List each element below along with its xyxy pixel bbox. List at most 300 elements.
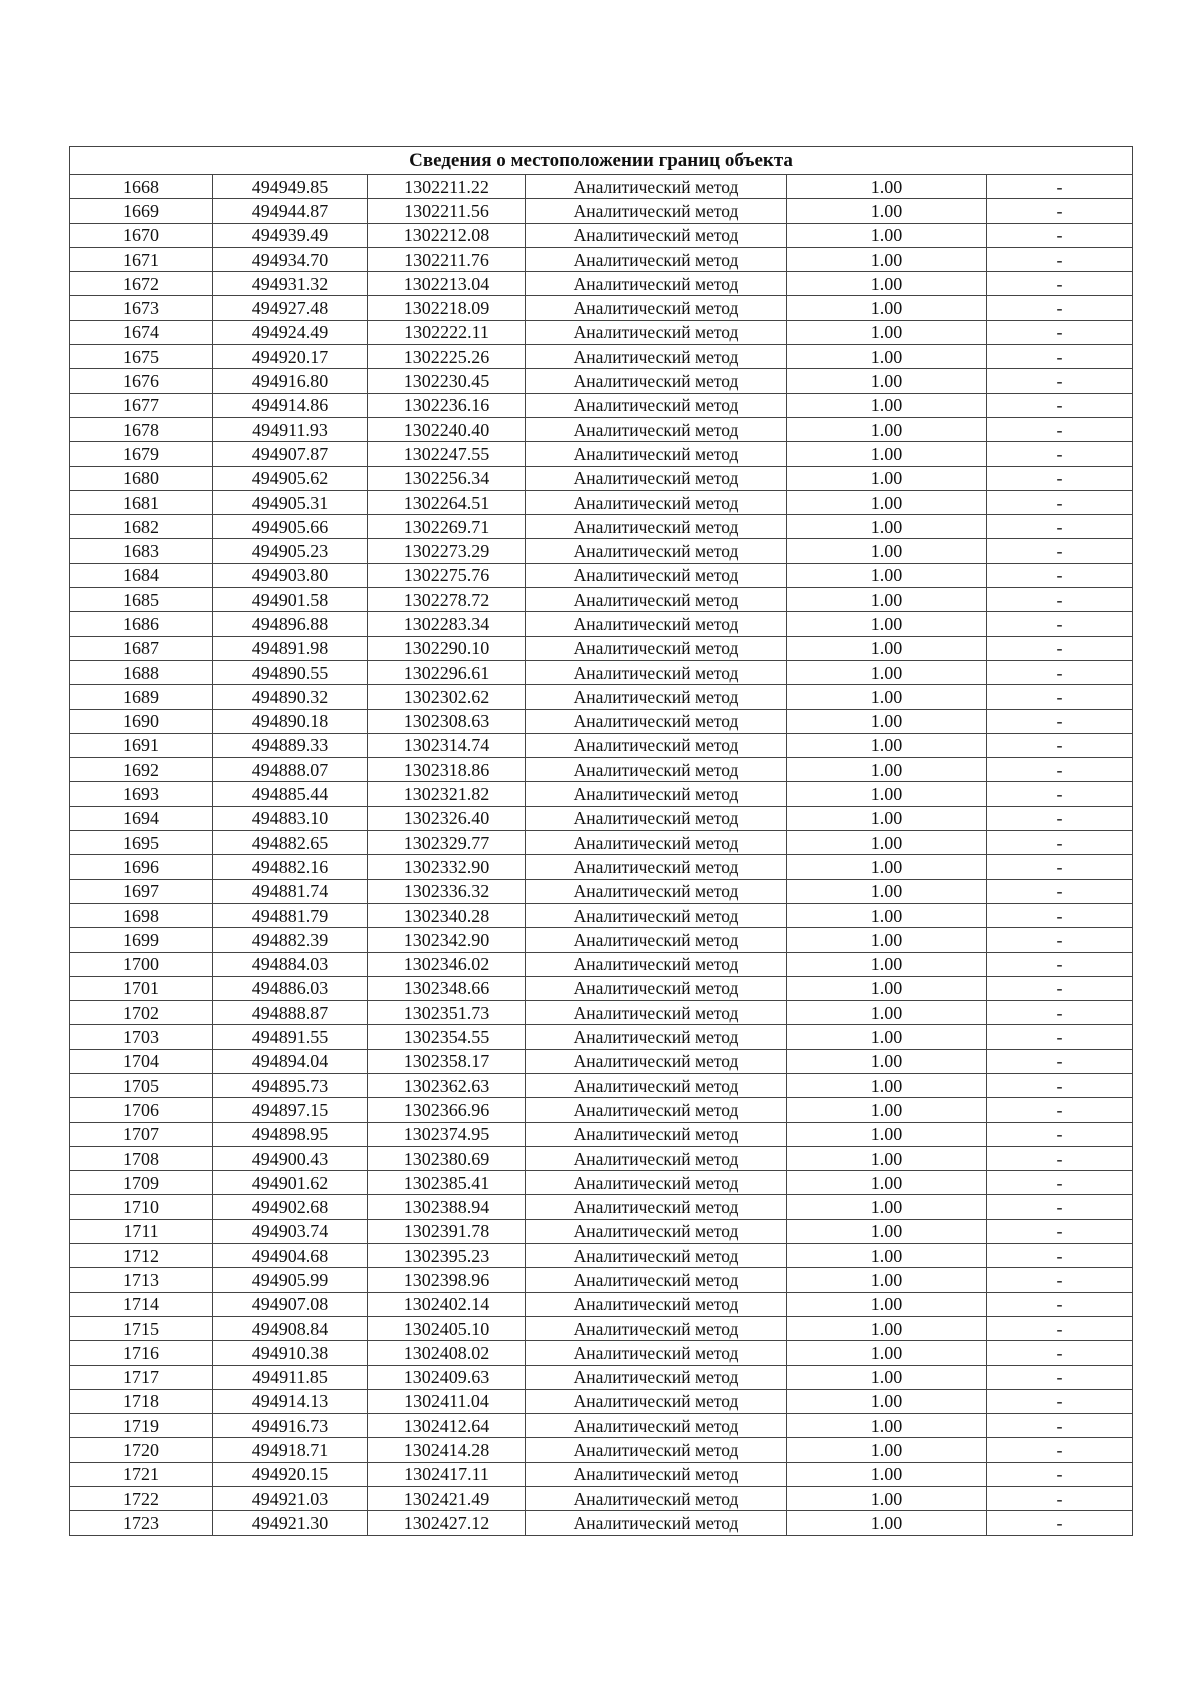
table-row bbox=[70, 1292, 1133, 1316]
point-number-cell: 1677 bbox=[70, 393, 213, 417]
accuracy-cell: 1.00 bbox=[787, 1462, 987, 1486]
y-coordinate-cell: 1302314.74 bbox=[368, 733, 526, 757]
x-coordinate-cell: 494884.03 bbox=[213, 952, 368, 976]
accuracy-cell: 1.00 bbox=[787, 1365, 987, 1389]
description-cell: - bbox=[987, 636, 1133, 660]
y-coordinate-cell: 1302326.40 bbox=[368, 806, 526, 830]
accuracy-cell: 1.00 bbox=[787, 515, 987, 539]
y-coordinate-cell: 1302414.28 bbox=[368, 1438, 526, 1462]
point-number-cell: 1703 bbox=[70, 1025, 213, 1049]
point-number-cell: 1707 bbox=[70, 1122, 213, 1146]
table-row bbox=[70, 515, 1133, 539]
method-cell: Аналитический метод bbox=[526, 1462, 787, 1486]
y-coordinate-cell: 1302427.12 bbox=[368, 1511, 526, 1535]
table-row bbox=[70, 1487, 1133, 1511]
method-cell: Аналитический метод bbox=[526, 685, 787, 709]
method-cell: Аналитический метод bbox=[526, 1244, 787, 1268]
table-row bbox=[70, 320, 1133, 344]
table-row bbox=[70, 855, 1133, 879]
accuracy-cell: 1.00 bbox=[787, 1292, 987, 1316]
y-coordinate-cell: 1302264.51 bbox=[368, 490, 526, 514]
table-row bbox=[70, 296, 1133, 320]
x-coordinate-cell: 494905.66 bbox=[213, 515, 368, 539]
method-cell: Аналитический метод bbox=[526, 758, 787, 782]
table-row bbox=[70, 903, 1133, 927]
point-number-cell: 1680 bbox=[70, 466, 213, 490]
point-number-cell: 1679 bbox=[70, 442, 213, 466]
table-row bbox=[70, 1122, 1133, 1146]
description-cell: - bbox=[987, 733, 1133, 757]
x-coordinate-cell: 494916.73 bbox=[213, 1414, 368, 1438]
point-number-cell: 1691 bbox=[70, 733, 213, 757]
y-coordinate-cell: 1302346.02 bbox=[368, 952, 526, 976]
x-coordinate-cell: 494882.16 bbox=[213, 855, 368, 879]
x-coordinate-cell: 494944.87 bbox=[213, 199, 368, 223]
method-cell: Аналитический метод bbox=[526, 296, 787, 320]
x-coordinate-cell: 494918.71 bbox=[213, 1438, 368, 1462]
method-cell: Аналитический метод bbox=[526, 733, 787, 757]
description-cell: - bbox=[987, 976, 1133, 1000]
x-coordinate-cell: 494886.03 bbox=[213, 976, 368, 1000]
description-cell: - bbox=[987, 758, 1133, 782]
y-coordinate-cell: 1302421.49 bbox=[368, 1487, 526, 1511]
description-cell: - bbox=[987, 1195, 1133, 1219]
description-cell: - bbox=[987, 296, 1133, 320]
accuracy-cell: 1.00 bbox=[787, 223, 987, 247]
point-number-cell: 1673 bbox=[70, 296, 213, 320]
method-cell: Аналитический метод bbox=[526, 1389, 787, 1413]
description-cell: - bbox=[987, 417, 1133, 441]
description-cell: - bbox=[987, 539, 1133, 563]
method-cell: Аналитический метод bbox=[526, 709, 787, 733]
point-number-cell: 1702 bbox=[70, 1001, 213, 1025]
table-row bbox=[70, 345, 1133, 369]
y-coordinate-cell: 1302318.86 bbox=[368, 758, 526, 782]
method-cell: Аналитический метод bbox=[526, 1073, 787, 1097]
accuracy-cell: 1.00 bbox=[787, 1268, 987, 1292]
table-row bbox=[70, 685, 1133, 709]
point-number-cell: 1698 bbox=[70, 903, 213, 927]
x-coordinate-cell: 494907.08 bbox=[213, 1292, 368, 1316]
table-title: Сведения о местоположении границ объекта bbox=[70, 147, 1133, 175]
method-cell: Аналитический метод bbox=[526, 952, 787, 976]
y-coordinate-cell: 1302290.10 bbox=[368, 636, 526, 660]
table-row bbox=[70, 1316, 1133, 1340]
y-coordinate-cell: 1302240.40 bbox=[368, 417, 526, 441]
method-cell: Аналитический метод bbox=[526, 636, 787, 660]
point-number-cell: 1674 bbox=[70, 320, 213, 344]
accuracy-cell: 1.00 bbox=[787, 806, 987, 830]
x-coordinate-cell: 494889.33 bbox=[213, 733, 368, 757]
method-cell: Аналитический метод bbox=[526, 345, 787, 369]
x-coordinate-cell: 494914.13 bbox=[213, 1389, 368, 1413]
accuracy-cell: 1.00 bbox=[787, 417, 987, 441]
point-number-cell: 1718 bbox=[70, 1389, 213, 1413]
y-coordinate-cell: 1302256.34 bbox=[368, 466, 526, 490]
x-coordinate-cell: 494939.49 bbox=[213, 223, 368, 247]
table-row bbox=[70, 393, 1133, 417]
description-cell: - bbox=[987, 515, 1133, 539]
table-row bbox=[70, 175, 1133, 199]
accuracy-cell: 1.00 bbox=[787, 1244, 987, 1268]
description-cell: - bbox=[987, 1049, 1133, 1073]
x-coordinate-cell: 494927.48 bbox=[213, 296, 368, 320]
description-cell: - bbox=[987, 1389, 1133, 1413]
method-cell: Аналитический метод bbox=[526, 1316, 787, 1340]
method-cell: Аналитический метод bbox=[526, 563, 787, 587]
table-row bbox=[70, 831, 1133, 855]
table-row bbox=[70, 1146, 1133, 1170]
method-cell: Аналитический метод bbox=[526, 442, 787, 466]
y-coordinate-cell: 1302247.55 bbox=[368, 442, 526, 466]
method-cell: Аналитический метод bbox=[526, 539, 787, 563]
point-number-cell: 1712 bbox=[70, 1244, 213, 1268]
accuracy-cell: 1.00 bbox=[787, 1511, 987, 1535]
accuracy-cell: 1.00 bbox=[787, 612, 987, 636]
x-coordinate-cell: 494903.80 bbox=[213, 563, 368, 587]
table-row bbox=[70, 466, 1133, 490]
point-number-cell: 1694 bbox=[70, 806, 213, 830]
table-row bbox=[70, 1073, 1133, 1097]
table-row bbox=[70, 588, 1133, 612]
description-cell: - bbox=[987, 199, 1133, 223]
table-row bbox=[70, 1438, 1133, 1462]
point-number-cell: 1669 bbox=[70, 199, 213, 223]
table-row bbox=[70, 1244, 1133, 1268]
description-cell: - bbox=[987, 1171, 1133, 1195]
description-cell: - bbox=[987, 612, 1133, 636]
description-cell: - bbox=[987, 369, 1133, 393]
table-row bbox=[70, 806, 1133, 830]
point-number-cell: 1696 bbox=[70, 855, 213, 879]
point-number-cell: 1672 bbox=[70, 272, 213, 296]
table-row bbox=[70, 976, 1133, 1000]
x-coordinate-cell: 494905.23 bbox=[213, 539, 368, 563]
point-number-cell: 1682 bbox=[70, 515, 213, 539]
x-coordinate-cell: 494885.44 bbox=[213, 782, 368, 806]
y-coordinate-cell: 1302213.04 bbox=[368, 272, 526, 296]
x-coordinate-cell: 494924.49 bbox=[213, 320, 368, 344]
description-cell: - bbox=[987, 1098, 1133, 1122]
point-number-cell: 1715 bbox=[70, 1316, 213, 1340]
method-cell: Аналитический метод bbox=[526, 1001, 787, 1025]
x-coordinate-cell: 494931.32 bbox=[213, 272, 368, 296]
accuracy-cell: 1.00 bbox=[787, 393, 987, 417]
description-cell: - bbox=[987, 1414, 1133, 1438]
accuracy-cell: 1.00 bbox=[787, 1098, 987, 1122]
method-cell: Аналитический метод bbox=[526, 272, 787, 296]
x-coordinate-cell: 494897.15 bbox=[213, 1098, 368, 1122]
accuracy-cell: 1.00 bbox=[787, 1316, 987, 1340]
table-row bbox=[70, 1365, 1133, 1389]
description-cell: - bbox=[987, 1122, 1133, 1146]
accuracy-cell: 1.00 bbox=[787, 1487, 987, 1511]
x-coordinate-cell: 494890.32 bbox=[213, 685, 368, 709]
description-cell: - bbox=[987, 1487, 1133, 1511]
method-cell: Аналитический метод bbox=[526, 1098, 787, 1122]
method-cell: Аналитический метод bbox=[526, 320, 787, 344]
table-row bbox=[70, 1098, 1133, 1122]
accuracy-cell: 1.00 bbox=[787, 879, 987, 903]
point-number-cell: 1716 bbox=[70, 1341, 213, 1365]
x-coordinate-cell: 494916.80 bbox=[213, 369, 368, 393]
accuracy-cell: 1.00 bbox=[787, 272, 987, 296]
method-cell: Аналитический метод bbox=[526, 612, 787, 636]
table-row bbox=[70, 709, 1133, 733]
description-cell: - bbox=[987, 345, 1133, 369]
y-coordinate-cell: 1302269.71 bbox=[368, 515, 526, 539]
point-number-cell: 1685 bbox=[70, 588, 213, 612]
description-cell: - bbox=[987, 709, 1133, 733]
description-cell: - bbox=[987, 1073, 1133, 1097]
accuracy-cell: 1.00 bbox=[787, 1414, 987, 1438]
y-coordinate-cell: 1302212.08 bbox=[368, 223, 526, 247]
method-cell: Аналитический метод bbox=[526, 782, 787, 806]
point-number-cell: 1692 bbox=[70, 758, 213, 782]
method-cell: Аналитический метод bbox=[526, 806, 787, 830]
method-cell: Аналитический метод bbox=[526, 1438, 787, 1462]
table-row bbox=[70, 733, 1133, 757]
y-coordinate-cell: 1302348.66 bbox=[368, 976, 526, 1000]
table-row bbox=[70, 490, 1133, 514]
x-coordinate-cell: 494896.88 bbox=[213, 612, 368, 636]
y-coordinate-cell: 1302398.96 bbox=[368, 1268, 526, 1292]
x-coordinate-cell: 494905.31 bbox=[213, 490, 368, 514]
point-number-cell: 1706 bbox=[70, 1098, 213, 1122]
x-coordinate-cell: 494890.18 bbox=[213, 709, 368, 733]
y-coordinate-cell: 1302211.76 bbox=[368, 247, 526, 271]
table-row bbox=[70, 1049, 1133, 1073]
point-number-cell: 1688 bbox=[70, 660, 213, 684]
description-cell: - bbox=[987, 1511, 1133, 1535]
y-coordinate-cell: 1302409.63 bbox=[368, 1365, 526, 1389]
accuracy-cell: 1.00 bbox=[787, 1341, 987, 1365]
y-coordinate-cell: 1302225.26 bbox=[368, 345, 526, 369]
method-cell: Аналитический метод bbox=[526, 1292, 787, 1316]
x-coordinate-cell: 494920.17 bbox=[213, 345, 368, 369]
description-cell: - bbox=[987, 928, 1133, 952]
method-cell: Аналитический метод bbox=[526, 490, 787, 514]
accuracy-cell: 1.00 bbox=[787, 685, 987, 709]
table-row bbox=[70, 1389, 1133, 1413]
y-coordinate-cell: 1302351.73 bbox=[368, 1001, 526, 1025]
y-coordinate-cell: 1302402.14 bbox=[368, 1292, 526, 1316]
y-coordinate-cell: 1302411.04 bbox=[368, 1389, 526, 1413]
x-coordinate-cell: 494921.30 bbox=[213, 1511, 368, 1535]
method-cell: Аналитический метод bbox=[526, 660, 787, 684]
method-cell: Аналитический метод bbox=[526, 1341, 787, 1365]
x-coordinate-cell: 494908.84 bbox=[213, 1316, 368, 1340]
method-cell: Аналитический метод bbox=[526, 1487, 787, 1511]
method-cell: Аналитический метод bbox=[526, 1195, 787, 1219]
table-row bbox=[70, 1414, 1133, 1438]
accuracy-cell: 1.00 bbox=[787, 1001, 987, 1025]
method-cell: Аналитический метод bbox=[526, 831, 787, 855]
x-coordinate-cell: 494907.87 bbox=[213, 442, 368, 466]
description-cell: - bbox=[987, 442, 1133, 466]
point-number-cell: 1681 bbox=[70, 490, 213, 514]
description-cell: - bbox=[987, 1268, 1133, 1292]
method-cell: Аналитический метод bbox=[526, 515, 787, 539]
accuracy-cell: 1.00 bbox=[787, 175, 987, 199]
description-cell: - bbox=[987, 831, 1133, 855]
accuracy-cell: 1.00 bbox=[787, 1025, 987, 1049]
accuracy-cell: 1.00 bbox=[787, 1219, 987, 1243]
table-row bbox=[70, 1219, 1133, 1243]
x-coordinate-cell: 494882.65 bbox=[213, 831, 368, 855]
description-cell: - bbox=[987, 563, 1133, 587]
table-body bbox=[70, 175, 1133, 1536]
point-number-cell: 1705 bbox=[70, 1073, 213, 1097]
method-cell: Аналитический метод bbox=[526, 466, 787, 490]
description-cell: - bbox=[987, 1219, 1133, 1243]
x-coordinate-cell: 494921.03 bbox=[213, 1487, 368, 1511]
description-cell: - bbox=[987, 1292, 1133, 1316]
x-coordinate-cell: 494911.85 bbox=[213, 1365, 368, 1389]
accuracy-cell: 1.00 bbox=[787, 1049, 987, 1073]
table-row bbox=[70, 247, 1133, 271]
method-cell: Аналитический метод bbox=[526, 369, 787, 393]
description-cell: - bbox=[987, 466, 1133, 490]
y-coordinate-cell: 1302273.29 bbox=[368, 539, 526, 563]
accuracy-cell: 1.00 bbox=[787, 539, 987, 563]
table-row bbox=[70, 660, 1133, 684]
point-number-cell: 1684 bbox=[70, 563, 213, 587]
y-coordinate-cell: 1302391.78 bbox=[368, 1219, 526, 1243]
method-cell: Аналитический метод bbox=[526, 417, 787, 441]
method-cell: Аналитический метод bbox=[526, 855, 787, 879]
description-cell: - bbox=[987, 1244, 1133, 1268]
method-cell: Аналитический метод bbox=[526, 879, 787, 903]
method-cell: Аналитический метод bbox=[526, 1049, 787, 1073]
x-coordinate-cell: 494900.43 bbox=[213, 1146, 368, 1170]
description-cell: - bbox=[987, 247, 1133, 271]
x-coordinate-cell: 494910.38 bbox=[213, 1341, 368, 1365]
point-number-cell: 1668 bbox=[70, 175, 213, 199]
method-cell: Аналитический метод bbox=[526, 976, 787, 1000]
table-row bbox=[70, 612, 1133, 636]
accuracy-cell: 1.00 bbox=[787, 636, 987, 660]
description-cell: - bbox=[987, 806, 1133, 830]
description-cell: - bbox=[987, 393, 1133, 417]
point-number-cell: 1689 bbox=[70, 685, 213, 709]
accuracy-cell: 1.00 bbox=[787, 247, 987, 271]
y-coordinate-cell: 1302362.63 bbox=[368, 1073, 526, 1097]
method-cell: Аналитический метод bbox=[526, 1025, 787, 1049]
accuracy-cell: 1.00 bbox=[787, 952, 987, 976]
y-coordinate-cell: 1302417.11 bbox=[368, 1462, 526, 1486]
accuracy-cell: 1.00 bbox=[787, 709, 987, 733]
description-cell: - bbox=[987, 223, 1133, 247]
accuracy-cell: 1.00 bbox=[787, 466, 987, 490]
x-coordinate-cell: 494934.70 bbox=[213, 247, 368, 271]
accuracy-cell: 1.00 bbox=[787, 758, 987, 782]
accuracy-cell: 1.00 bbox=[787, 1073, 987, 1097]
point-number-cell: 1675 bbox=[70, 345, 213, 369]
description-cell: - bbox=[987, 490, 1133, 514]
accuracy-cell: 1.00 bbox=[787, 928, 987, 952]
y-coordinate-cell: 1302211.22 bbox=[368, 175, 526, 199]
point-number-cell: 1687 bbox=[70, 636, 213, 660]
table-row bbox=[70, 1195, 1133, 1219]
description-cell: - bbox=[987, 1025, 1133, 1049]
point-number-cell: 1711 bbox=[70, 1219, 213, 1243]
accuracy-cell: 1.00 bbox=[787, 369, 987, 393]
table-row bbox=[70, 928, 1133, 952]
x-coordinate-cell: 494914.86 bbox=[213, 393, 368, 417]
y-coordinate-cell: 1302218.09 bbox=[368, 296, 526, 320]
x-coordinate-cell: 494883.10 bbox=[213, 806, 368, 830]
y-coordinate-cell: 1302211.56 bbox=[368, 199, 526, 223]
y-coordinate-cell: 1302366.96 bbox=[368, 1098, 526, 1122]
y-coordinate-cell: 1302236.16 bbox=[368, 393, 526, 417]
point-number-cell: 1678 bbox=[70, 417, 213, 441]
x-coordinate-cell: 494898.95 bbox=[213, 1122, 368, 1146]
table-row bbox=[70, 442, 1133, 466]
table-row bbox=[70, 417, 1133, 441]
y-coordinate-cell: 1302385.41 bbox=[368, 1171, 526, 1195]
table-row bbox=[70, 1341, 1133, 1365]
y-coordinate-cell: 1302412.64 bbox=[368, 1414, 526, 1438]
accuracy-cell: 1.00 bbox=[787, 1195, 987, 1219]
description-cell: - bbox=[987, 1146, 1133, 1170]
x-coordinate-cell: 494903.74 bbox=[213, 1219, 368, 1243]
table-row bbox=[70, 879, 1133, 903]
method-cell: Аналитический метод bbox=[526, 1511, 787, 1535]
y-coordinate-cell: 1302329.77 bbox=[368, 831, 526, 855]
table-row bbox=[70, 369, 1133, 393]
method-cell: Аналитический метод bbox=[526, 903, 787, 927]
accuracy-cell: 1.00 bbox=[787, 831, 987, 855]
point-number-cell: 1720 bbox=[70, 1438, 213, 1462]
y-coordinate-cell: 1302230.45 bbox=[368, 369, 526, 393]
y-coordinate-cell: 1302380.69 bbox=[368, 1146, 526, 1170]
x-coordinate-cell: 494902.68 bbox=[213, 1195, 368, 1219]
description-cell: - bbox=[987, 685, 1133, 709]
y-coordinate-cell: 1302388.94 bbox=[368, 1195, 526, 1219]
y-coordinate-cell: 1302222.11 bbox=[368, 320, 526, 344]
method-cell: Аналитический метод bbox=[526, 1219, 787, 1243]
y-coordinate-cell: 1302408.02 bbox=[368, 1341, 526, 1365]
description-cell: - bbox=[987, 879, 1133, 903]
accuracy-cell: 1.00 bbox=[787, 345, 987, 369]
accuracy-cell: 1.00 bbox=[787, 855, 987, 879]
method-cell: Аналитический метод bbox=[526, 223, 787, 247]
accuracy-cell: 1.00 bbox=[787, 1171, 987, 1195]
point-number-cell: 1693 bbox=[70, 782, 213, 806]
x-coordinate-cell: 494901.62 bbox=[213, 1171, 368, 1195]
table-row bbox=[70, 636, 1133, 660]
table-row bbox=[70, 539, 1133, 563]
accuracy-cell: 1.00 bbox=[787, 442, 987, 466]
y-coordinate-cell: 1302321.82 bbox=[368, 782, 526, 806]
point-number-cell: 1717 bbox=[70, 1365, 213, 1389]
x-coordinate-cell: 494905.99 bbox=[213, 1268, 368, 1292]
accuracy-cell: 1.00 bbox=[787, 660, 987, 684]
point-number-cell: 1721 bbox=[70, 1462, 213, 1486]
y-coordinate-cell: 1302275.76 bbox=[368, 563, 526, 587]
x-coordinate-cell: 494911.93 bbox=[213, 417, 368, 441]
x-coordinate-cell: 494891.98 bbox=[213, 636, 368, 660]
accuracy-cell: 1.00 bbox=[787, 1438, 987, 1462]
x-coordinate-cell: 494881.79 bbox=[213, 903, 368, 927]
point-number-cell: 1701 bbox=[70, 976, 213, 1000]
point-number-cell: 1697 bbox=[70, 879, 213, 903]
method-cell: Аналитический метод bbox=[526, 247, 787, 271]
accuracy-cell: 1.00 bbox=[787, 1146, 987, 1170]
point-number-cell: 1709 bbox=[70, 1171, 213, 1195]
y-coordinate-cell: 1302358.17 bbox=[368, 1049, 526, 1073]
